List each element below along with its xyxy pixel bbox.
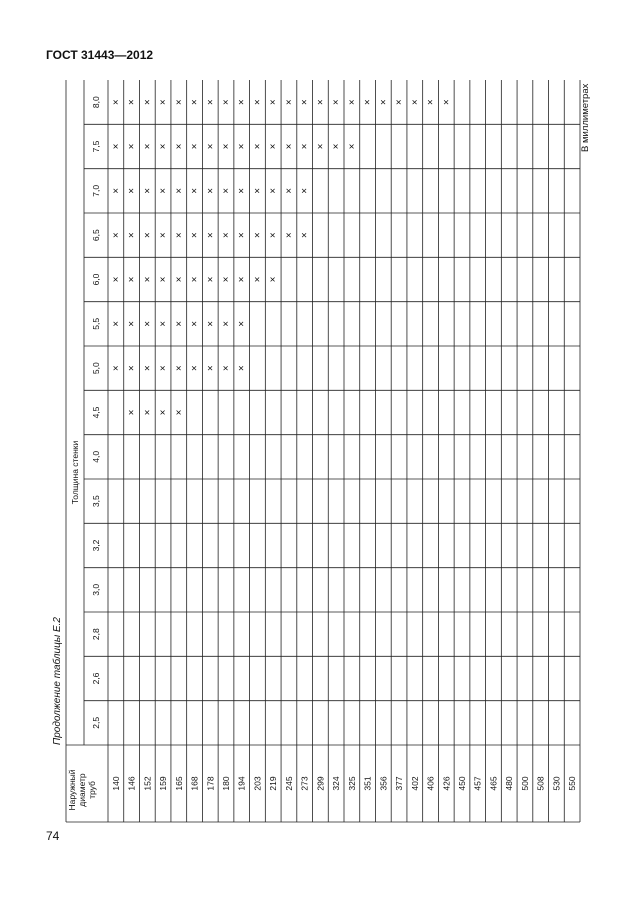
thickness-label: 4,0 bbox=[91, 450, 101, 463]
availability-mark: × bbox=[173, 99, 185, 106]
availability-mark: × bbox=[236, 320, 248, 327]
availability-mark: × bbox=[126, 232, 138, 239]
availability-mark: × bbox=[110, 276, 122, 283]
availability-mark: × bbox=[189, 320, 201, 327]
availability-mark: × bbox=[299, 143, 311, 150]
availability-mark: × bbox=[252, 99, 264, 106]
thickness-label: 7,0 bbox=[91, 184, 101, 197]
availability-mark: × bbox=[346, 143, 358, 150]
thickness-label: 6,5 bbox=[91, 229, 101, 242]
availability-mark: × bbox=[268, 99, 280, 106]
availability-mark: × bbox=[142, 187, 154, 194]
thickness-label: 6,0 bbox=[91, 273, 101, 286]
thickness-label: 5,5 bbox=[91, 317, 101, 330]
availability-mark: × bbox=[189, 99, 201, 106]
availability-mark: × bbox=[158, 276, 170, 283]
availability-mark: × bbox=[331, 143, 343, 150]
availability-mark: × bbox=[268, 276, 280, 283]
availability-mark: × bbox=[142, 365, 154, 372]
thickness-label: 3,0 bbox=[91, 583, 101, 596]
availability-mark: × bbox=[142, 143, 154, 150]
availability-mark: × bbox=[378, 99, 390, 106]
availability-mark: × bbox=[441, 99, 453, 106]
diameter-cell: 140 bbox=[110, 776, 121, 791]
diameter-cell: 377 bbox=[394, 776, 405, 791]
availability-mark: × bbox=[425, 99, 437, 106]
diameter-cell: 273 bbox=[299, 776, 310, 791]
availability-mark: × bbox=[158, 143, 170, 150]
availability-mark: × bbox=[409, 99, 421, 106]
availability-mark: × bbox=[205, 365, 217, 372]
availability-mark: × bbox=[126, 99, 138, 106]
availability-mark: × bbox=[221, 143, 232, 150]
availability-mark: × bbox=[173, 320, 185, 327]
availability-mark: × bbox=[110, 187, 122, 194]
availability-mark: × bbox=[236, 232, 248, 239]
diameter-cell: 299 bbox=[315, 776, 326, 791]
diameter-cell: 203 bbox=[252, 776, 263, 791]
availability-mark: × bbox=[142, 320, 154, 327]
availability-mark: × bbox=[173, 365, 185, 372]
diameter-cell: 351 bbox=[362, 776, 373, 791]
diameter-cell: 450 bbox=[457, 776, 467, 791]
availability-mark: × bbox=[299, 99, 311, 106]
availability-mark: × bbox=[299, 187, 311, 194]
availability-mark: × bbox=[283, 143, 295, 150]
availability-mark: × bbox=[315, 143, 327, 150]
availability-mark: × bbox=[205, 99, 217, 106]
availability-mark: × bbox=[205, 276, 217, 283]
availability-mark: × bbox=[268, 187, 280, 194]
availability-mark: × bbox=[236, 187, 248, 194]
thickness-label: 8,0 bbox=[91, 96, 101, 109]
availability-mark: × bbox=[221, 99, 232, 106]
diameter-cell: 194 bbox=[236, 776, 247, 791]
diameter-cell: 219 bbox=[268, 776, 279, 791]
diameter-cell: 325 bbox=[346, 776, 357, 791]
diameter-cell: 480 bbox=[504, 776, 515, 791]
diameter-cell: 457 bbox=[472, 776, 483, 791]
thickness-label: 2,6 bbox=[91, 672, 101, 685]
availability-mark: × bbox=[189, 365, 201, 372]
availability-mark: × bbox=[205, 232, 217, 239]
availability-mark: × bbox=[142, 99, 154, 106]
availability-mark: × bbox=[346, 99, 358, 106]
availability-mark: × bbox=[315, 99, 327, 106]
thickness-label: 3,5 bbox=[91, 495, 101, 508]
document-header: ГОСТ 31443—2012 bbox=[46, 48, 154, 62]
availability-mark: × bbox=[221, 365, 232, 372]
availability-mark: × bbox=[362, 99, 374, 106]
availability-mark: × bbox=[268, 232, 280, 239]
thickness-label: 4,5 bbox=[91, 406, 101, 419]
thickness-label: 3,2 bbox=[91, 539, 101, 552]
availability-mark: × bbox=[126, 143, 138, 150]
availability-mark: × bbox=[205, 187, 217, 194]
units-note: В миллиметрах bbox=[580, 83, 591, 152]
diameter-cell: 402 bbox=[409, 776, 420, 791]
availability-mark: × bbox=[158, 187, 170, 194]
diameter-cell: 180 bbox=[221, 776, 231, 791]
availability-mark: × bbox=[268, 143, 280, 150]
page-number: 74 bbox=[46, 829, 60, 843]
availability-mark: × bbox=[189, 143, 201, 150]
availability-mark: × bbox=[236, 99, 248, 106]
availability-mark: × bbox=[158, 365, 170, 372]
availability-mark: × bbox=[221, 187, 232, 194]
availability-mark: × bbox=[252, 276, 264, 283]
availability-mark: × bbox=[142, 276, 154, 283]
availability-mark: × bbox=[158, 232, 170, 239]
availability-mark: × bbox=[221, 232, 232, 239]
availability-mark: × bbox=[110, 99, 122, 106]
thickness-label: 5,0 bbox=[91, 362, 101, 375]
diameter-cell: 508 bbox=[535, 776, 546, 791]
availability-mark: × bbox=[126, 409, 138, 416]
thickness-label: 7,5 bbox=[91, 140, 101, 153]
availability-mark: × bbox=[252, 187, 264, 194]
availability-mark: × bbox=[126, 365, 138, 372]
diameter-cell: 178 bbox=[205, 776, 216, 791]
availability-mark: × bbox=[126, 276, 138, 283]
availability-mark: × bbox=[252, 143, 264, 150]
availability-mark: × bbox=[221, 276, 232, 283]
availability-mark: × bbox=[142, 409, 154, 416]
thickness-label: 2,5 bbox=[91, 716, 101, 729]
availability-mark: × bbox=[173, 232, 185, 239]
availability-mark: × bbox=[205, 143, 217, 150]
availability-mark: × bbox=[142, 232, 154, 239]
availability-mark: × bbox=[236, 276, 248, 283]
availability-mark: × bbox=[173, 187, 185, 194]
diameter-cell: 152 bbox=[142, 776, 153, 791]
availability-mark: × bbox=[126, 187, 138, 194]
availability-mark: × bbox=[173, 143, 185, 150]
table-caption: Продолжение таблицы Е.2 bbox=[52, 617, 63, 745]
diameter-cell: 324 bbox=[331, 776, 342, 791]
availability-mark: × bbox=[110, 143, 122, 150]
availability-mark: × bbox=[283, 99, 295, 106]
stub-header: труб bbox=[87, 781, 97, 799]
availability-mark: × bbox=[110, 232, 122, 239]
diameter-cell: 426 bbox=[441, 776, 452, 791]
diameter-cell: 168 bbox=[189, 776, 200, 791]
diameter-cell: 550 bbox=[567, 776, 578, 791]
availability-mark: × bbox=[299, 232, 311, 239]
diameter-cell: 165 bbox=[173, 776, 184, 791]
availability-mark: × bbox=[158, 409, 170, 416]
availability-mark: × bbox=[283, 232, 295, 239]
diameter-cell: 465 bbox=[488, 776, 499, 791]
availability-mark: × bbox=[394, 99, 406, 106]
diameter-cell: 159 bbox=[158, 776, 169, 791]
stub-header: диаметр bbox=[77, 773, 87, 807]
availability-mark: × bbox=[236, 143, 248, 150]
availability-mark: × bbox=[126, 320, 138, 327]
diameter-cell: 146 bbox=[126, 776, 137, 791]
availability-mark: × bbox=[283, 187, 295, 194]
availability-mark: × bbox=[189, 187, 201, 194]
diameter-cell: 245 bbox=[283, 776, 294, 791]
availability-mark: × bbox=[331, 99, 343, 106]
thickness-group-header: Толщина стенки bbox=[70, 440, 80, 505]
availability-mark: × bbox=[158, 320, 170, 327]
thickness-label: 2,8 bbox=[91, 628, 101, 641]
availability-mark: × bbox=[221, 320, 232, 327]
diameter-cell: 530 bbox=[551, 776, 562, 791]
diameter-cell: 356 bbox=[378, 776, 389, 791]
availability-mark: × bbox=[158, 99, 170, 106]
diameter-cell: 406 bbox=[425, 776, 436, 791]
availability-mark: × bbox=[189, 276, 201, 283]
diameter-cell: 500 bbox=[519, 776, 530, 791]
availability-mark: × bbox=[110, 365, 122, 372]
availability-mark: × bbox=[236, 365, 248, 372]
availability-mark: × bbox=[173, 409, 185, 416]
availability-mark: × bbox=[173, 276, 185, 283]
availability-mark: × bbox=[189, 232, 201, 239]
stub-header: Наружный bbox=[67, 769, 77, 811]
availability-mark: × bbox=[110, 320, 122, 327]
availability-mark: × bbox=[205, 320, 217, 327]
availability-mark: × bbox=[252, 232, 264, 239]
